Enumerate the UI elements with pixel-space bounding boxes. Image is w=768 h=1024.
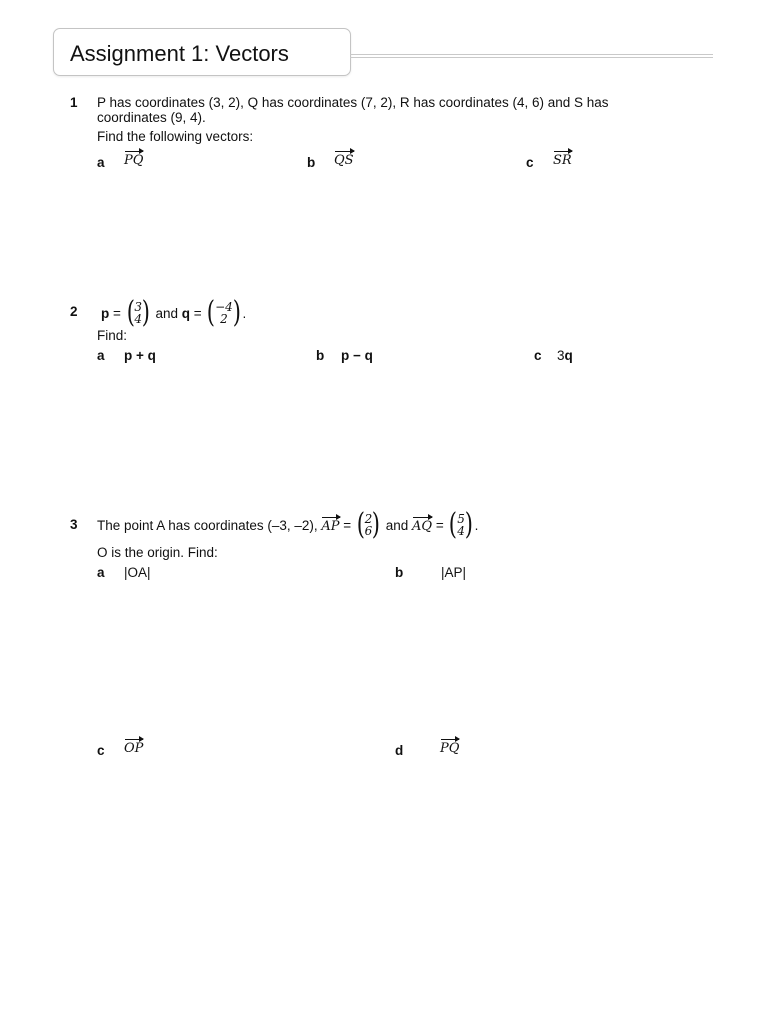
- q3-part-d-label: d: [395, 743, 404, 758]
- q3-part-d-vector: PQ: [440, 738, 459, 756]
- question-1-text-line2: coordinates (9, 4).: [97, 110, 206, 125]
- title-box: [53, 28, 351, 76]
- q3-part-a-expression: |OA|: [124, 565, 151, 580]
- p-column-vector: ( 3 4 ): [126, 295, 150, 330]
- question-1-number: 1: [70, 95, 78, 110]
- q2-part-b-label: b: [316, 348, 325, 363]
- question-2-statement: p = ( 3 4 ) and q = ( −4 2 ) .: [101, 295, 247, 330]
- question-3-number: 3: [70, 517, 78, 532]
- header-rule-bottom: [350, 57, 713, 58]
- q1-part-c-label: c: [526, 155, 534, 170]
- q2-part-b-expression: p − q: [341, 348, 373, 363]
- question-2-find: Find:: [97, 328, 128, 343]
- ap-column-vector: ( 2 6 ): [356, 507, 381, 542]
- question-1-text-line1: P has coordinates (3, 2), Q has coordinates (7, 2), R has coordinates (4, 6) and S has: [97, 95, 609, 110]
- question-3-statement: The point A has coordinates (–3, –2), AP = ( 2 6 ) and AQ = ( 5 4 ) .: [97, 507, 479, 542]
- q3-part-b-label: b: [395, 565, 404, 580]
- q1-part-a-vector: PQ: [124, 150, 143, 168]
- header-rule-top: [350, 54, 713, 55]
- q1-part-a-label: a: [97, 155, 105, 170]
- aq-column-vector: ( 5 4 ): [449, 507, 473, 542]
- q1-part-b-label: b: [307, 155, 316, 170]
- question-3-line2: O is the origin. Find:: [97, 545, 218, 560]
- ap-vector: AP: [321, 516, 339, 534]
- q-column-vector: ( −4 2 ): [207, 295, 241, 330]
- aq-vector: AQ: [412, 516, 432, 534]
- question-2-number: 2: [70, 304, 78, 319]
- q3-part-b-expression: |AP|: [441, 565, 467, 580]
- q3-part-c-label: c: [97, 743, 105, 758]
- q2-part-c-expression: 3q: [557, 348, 573, 363]
- q2-part-c-label: c: [534, 348, 542, 363]
- q3-part-c-vector: OP: [124, 738, 143, 756]
- page-title: Assignment 1: Vectors: [70, 41, 289, 66]
- question-1-instruction: Find the following vectors:: [97, 129, 254, 144]
- q1-part-c-vector: SR: [553, 150, 572, 168]
- q1-part-b-vector: QS: [334, 150, 354, 168]
- q2-part-a-label: a: [97, 348, 105, 363]
- q3-part-a-label: a: [97, 565, 105, 580]
- q2-part-a-expression: p + q: [124, 348, 156, 363]
